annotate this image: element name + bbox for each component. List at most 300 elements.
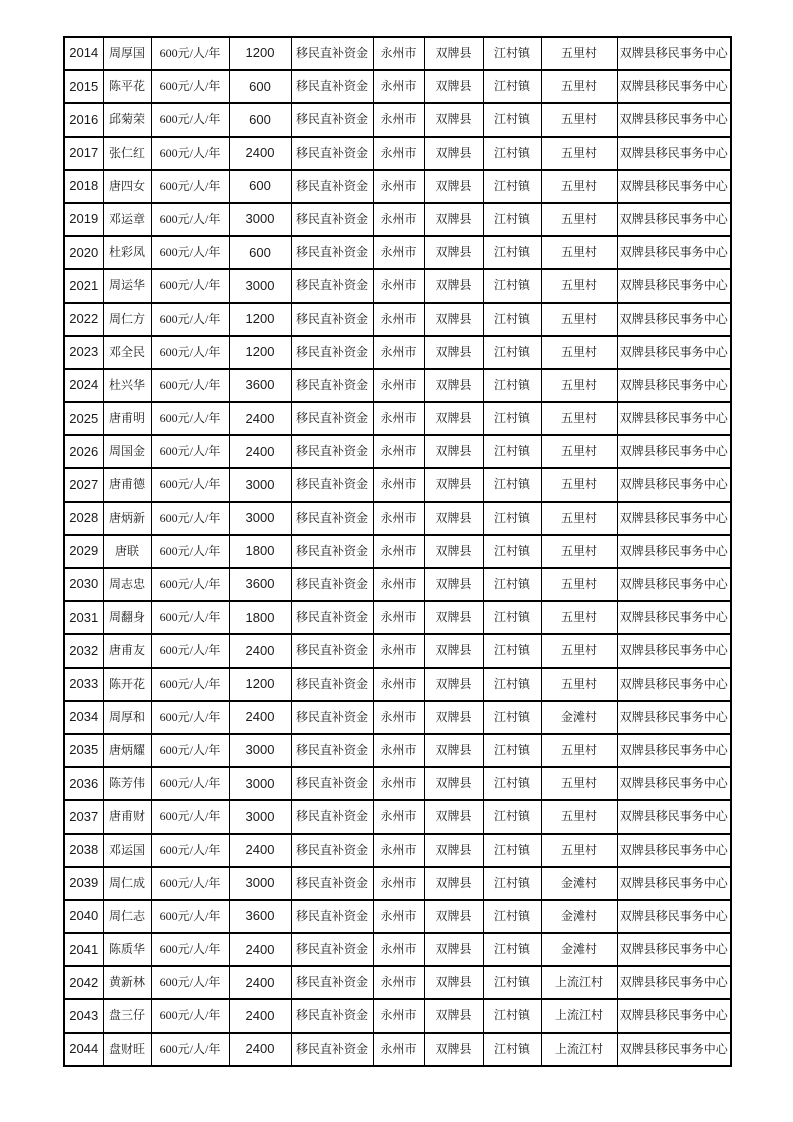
table-row bbox=[64, 999, 731, 1032]
cell-village: 五里村 bbox=[541, 37, 617, 70]
cell-name: 邓运章 bbox=[103, 203, 151, 236]
cell-county: 双牌县 bbox=[424, 70, 483, 103]
cell-subsidy-standard: 600元/人/年 bbox=[151, 800, 229, 833]
cell-town: 江村镇 bbox=[483, 70, 541, 103]
cell-row-number: 2039 bbox=[64, 867, 103, 900]
cell-village: 五里村 bbox=[541, 137, 617, 170]
cell-subsidy-standard: 600元/人/年 bbox=[151, 369, 229, 402]
table-row bbox=[64, 402, 731, 435]
cell-subsidy-standard: 600元/人/年 bbox=[151, 502, 229, 535]
cell-fund-type: 移民直补资金 bbox=[291, 734, 373, 767]
cell-fund-type: 移民直补资金 bbox=[291, 999, 373, 1032]
cell-name: 杜彩凤 bbox=[103, 236, 151, 269]
cell-agency: 双牌县移民事务中心 bbox=[617, 336, 731, 369]
cell-town: 江村镇 bbox=[483, 37, 541, 70]
cell-fund-type: 移民直补资金 bbox=[291, 137, 373, 170]
cell-city: 永州市 bbox=[373, 834, 424, 867]
cell-row-number: 2034 bbox=[64, 701, 103, 734]
table-row bbox=[64, 601, 731, 634]
cell-amount: 1800 bbox=[229, 601, 291, 634]
cell-city: 永州市 bbox=[373, 734, 424, 767]
cell-subsidy-standard: 600元/人/年 bbox=[151, 601, 229, 634]
cell-amount: 3000 bbox=[229, 269, 291, 302]
cell-city: 永州市 bbox=[373, 800, 424, 833]
cell-village: 上流江村 bbox=[541, 999, 617, 1032]
cell-amount: 2400 bbox=[229, 1033, 291, 1066]
cell-row-number: 2035 bbox=[64, 734, 103, 767]
table-row bbox=[64, 37, 731, 70]
cell-fund-type: 移民直补资金 bbox=[291, 37, 373, 70]
table-row bbox=[64, 966, 731, 999]
cell-subsidy-standard: 600元/人/年 bbox=[151, 103, 229, 136]
cell-agency: 双牌县移民事务中心 bbox=[617, 900, 731, 933]
table-row bbox=[64, 336, 731, 369]
cell-amount: 3000 bbox=[229, 203, 291, 236]
cell-name: 陈质华 bbox=[103, 933, 151, 966]
cell-name: 周仁成 bbox=[103, 867, 151, 900]
cell-village: 五里村 bbox=[541, 568, 617, 601]
cell-agency: 双牌县移民事务中心 bbox=[617, 435, 731, 468]
cell-city: 永州市 bbox=[373, 568, 424, 601]
cell-subsidy-standard: 600元/人/年 bbox=[151, 303, 229, 336]
cell-county: 双牌县 bbox=[424, 103, 483, 136]
cell-agency: 双牌县移民事务中心 bbox=[617, 37, 731, 70]
cell-fund-type: 移民直补资金 bbox=[291, 966, 373, 999]
cell-name: 唐四女 bbox=[103, 170, 151, 203]
cell-city: 永州市 bbox=[373, 900, 424, 933]
cell-village: 五里村 bbox=[541, 634, 617, 667]
cell-name: 杜兴华 bbox=[103, 369, 151, 402]
cell-county: 双牌县 bbox=[424, 502, 483, 535]
cell-agency: 双牌县移民事务中心 bbox=[617, 303, 731, 336]
cell-town: 江村镇 bbox=[483, 303, 541, 336]
cell-subsidy-standard: 600元/人/年 bbox=[151, 966, 229, 999]
cell-agency: 双牌县移民事务中心 bbox=[617, 767, 731, 800]
cell-name: 唐甫友 bbox=[103, 634, 151, 667]
cell-name: 黄新林 bbox=[103, 966, 151, 999]
cell-village: 五里村 bbox=[541, 236, 617, 269]
cell-name: 唐甫德 bbox=[103, 468, 151, 501]
cell-amount: 600 bbox=[229, 70, 291, 103]
cell-city: 永州市 bbox=[373, 369, 424, 402]
cell-village: 金滩村 bbox=[541, 900, 617, 933]
cell-row-number: 2021 bbox=[64, 269, 103, 302]
table-row bbox=[64, 900, 731, 933]
cell-town: 江村镇 bbox=[483, 236, 541, 269]
cell-row-number: 2014 bbox=[64, 37, 103, 70]
cell-town: 江村镇 bbox=[483, 999, 541, 1032]
cell-village: 五里村 bbox=[541, 800, 617, 833]
cell-town: 江村镇 bbox=[483, 103, 541, 136]
cell-county: 双牌县 bbox=[424, 634, 483, 667]
cell-amount: 1200 bbox=[229, 303, 291, 336]
cell-subsidy-standard: 600元/人/年 bbox=[151, 900, 229, 933]
cell-row-number: 2028 bbox=[64, 502, 103, 535]
cell-agency: 双牌县移民事务中心 bbox=[617, 634, 731, 667]
cell-county: 双牌县 bbox=[424, 535, 483, 568]
cell-fund-type: 移民直补资金 bbox=[291, 634, 373, 667]
cell-fund-type: 移民直补资金 bbox=[291, 103, 373, 136]
cell-city: 永州市 bbox=[373, 933, 424, 966]
cell-fund-type: 移民直补资金 bbox=[291, 70, 373, 103]
cell-fund-type: 移民直补资金 bbox=[291, 435, 373, 468]
cell-amount: 2400 bbox=[229, 137, 291, 170]
cell-county: 双牌县 bbox=[424, 834, 483, 867]
cell-subsidy-standard: 600元/人/年 bbox=[151, 402, 229, 435]
cell-row-number: 2016 bbox=[64, 103, 103, 136]
cell-city: 永州市 bbox=[373, 37, 424, 70]
cell-agency: 双牌县移民事务中心 bbox=[617, 402, 731, 435]
cell-city: 永州市 bbox=[373, 435, 424, 468]
table-row bbox=[64, 170, 731, 203]
cell-row-number: 2038 bbox=[64, 834, 103, 867]
cell-amount: 2400 bbox=[229, 933, 291, 966]
cell-village: 五里村 bbox=[541, 601, 617, 634]
table-row bbox=[64, 468, 731, 501]
cell-city: 永州市 bbox=[373, 269, 424, 302]
cell-town: 江村镇 bbox=[483, 634, 541, 667]
table-row bbox=[64, 834, 731, 867]
cell-subsidy-standard: 600元/人/年 bbox=[151, 37, 229, 70]
cell-city: 永州市 bbox=[373, 502, 424, 535]
cell-row-number: 2030 bbox=[64, 568, 103, 601]
cell-village: 五里村 bbox=[541, 767, 617, 800]
cell-fund-type: 移民直补资金 bbox=[291, 369, 373, 402]
cell-city: 永州市 bbox=[373, 767, 424, 800]
cell-row-number: 2023 bbox=[64, 336, 103, 369]
table-row bbox=[64, 303, 731, 336]
cell-county: 双牌县 bbox=[424, 933, 483, 966]
cell-county: 双牌县 bbox=[424, 601, 483, 634]
cell-county: 双牌县 bbox=[424, 966, 483, 999]
cell-row-number: 2029 bbox=[64, 535, 103, 568]
cell-name: 陈平花 bbox=[103, 70, 151, 103]
table-row bbox=[64, 369, 731, 402]
cell-name: 周翻身 bbox=[103, 601, 151, 634]
cell-village: 五里村 bbox=[541, 170, 617, 203]
cell-fund-type: 移民直补资金 bbox=[291, 668, 373, 701]
table-row bbox=[64, 535, 731, 568]
cell-subsidy-standard: 600元/人/年 bbox=[151, 170, 229, 203]
cell-amount: 3600 bbox=[229, 369, 291, 402]
cell-agency: 双牌县移民事务中心 bbox=[617, 137, 731, 170]
cell-county: 双牌县 bbox=[424, 568, 483, 601]
cell-subsidy-standard: 600元/人/年 bbox=[151, 767, 229, 800]
cell-county: 双牌县 bbox=[424, 668, 483, 701]
cell-subsidy-standard: 600元/人/年 bbox=[151, 269, 229, 302]
cell-amount: 2400 bbox=[229, 966, 291, 999]
cell-city: 永州市 bbox=[373, 634, 424, 667]
table-row bbox=[64, 137, 731, 170]
cell-village: 上流江村 bbox=[541, 1033, 617, 1066]
cell-fund-type: 移民直补资金 bbox=[291, 203, 373, 236]
cell-subsidy-standard: 600元/人/年 bbox=[151, 137, 229, 170]
cell-amount: 2400 bbox=[229, 435, 291, 468]
table-row bbox=[64, 502, 731, 535]
cell-name: 唐炳耀 bbox=[103, 734, 151, 767]
cell-village: 金滩村 bbox=[541, 867, 617, 900]
cell-agency: 双牌县移民事务中心 bbox=[617, 70, 731, 103]
cell-county: 双牌县 bbox=[424, 137, 483, 170]
cell-town: 江村镇 bbox=[483, 701, 541, 734]
cell-town: 江村镇 bbox=[483, 834, 541, 867]
cell-amount: 1200 bbox=[229, 668, 291, 701]
cell-agency: 双牌县移民事务中心 bbox=[617, 203, 731, 236]
cell-village: 五里村 bbox=[541, 402, 617, 435]
cell-name: 张仁红 bbox=[103, 137, 151, 170]
cell-name: 周志忠 bbox=[103, 568, 151, 601]
cell-name: 唐甫财 bbox=[103, 800, 151, 833]
cell-row-number: 2020 bbox=[64, 236, 103, 269]
cell-row-number: 2017 bbox=[64, 137, 103, 170]
table-row bbox=[64, 236, 731, 269]
cell-amount: 2400 bbox=[229, 634, 291, 667]
cell-fund-type: 移民直补资金 bbox=[291, 402, 373, 435]
cell-village: 五里村 bbox=[541, 468, 617, 501]
cell-fund-type: 移民直补资金 bbox=[291, 767, 373, 800]
cell-name: 周运华 bbox=[103, 269, 151, 302]
cell-amount: 2400 bbox=[229, 834, 291, 867]
cell-subsidy-standard: 600元/人/年 bbox=[151, 634, 229, 667]
cell-village: 五里村 bbox=[541, 535, 617, 568]
cell-fund-type: 移民直补资金 bbox=[291, 701, 373, 734]
cell-name: 邓运国 bbox=[103, 834, 151, 867]
cell-agency: 双牌县移民事务中心 bbox=[617, 468, 731, 501]
cell-village: 五里村 bbox=[541, 203, 617, 236]
cell-amount: 3000 bbox=[229, 468, 291, 501]
cell-agency: 双牌县移民事务中心 bbox=[617, 535, 731, 568]
cell-village: 五里村 bbox=[541, 734, 617, 767]
cell-town: 江村镇 bbox=[483, 402, 541, 435]
cell-amount: 2400 bbox=[229, 402, 291, 435]
cell-agency: 双牌县移民事务中心 bbox=[617, 701, 731, 734]
cell-city: 永州市 bbox=[373, 468, 424, 501]
cell-town: 江村镇 bbox=[483, 435, 541, 468]
cell-subsidy-standard: 600元/人/年 bbox=[151, 834, 229, 867]
cell-city: 永州市 bbox=[373, 402, 424, 435]
cell-subsidy-standard: 600元/人/年 bbox=[151, 336, 229, 369]
table-row bbox=[64, 103, 731, 136]
cell-town: 江村镇 bbox=[483, 900, 541, 933]
cell-county: 双牌县 bbox=[424, 269, 483, 302]
cell-county: 双牌县 bbox=[424, 701, 483, 734]
cell-fund-type: 移民直补资金 bbox=[291, 236, 373, 269]
table-row bbox=[64, 701, 731, 734]
cell-town: 江村镇 bbox=[483, 867, 541, 900]
cell-name: 周仁志 bbox=[103, 900, 151, 933]
table-row bbox=[64, 867, 731, 900]
cell-county: 双牌县 bbox=[424, 303, 483, 336]
cell-subsidy-standard: 600元/人/年 bbox=[151, 435, 229, 468]
cell-town: 江村镇 bbox=[483, 535, 541, 568]
cell-city: 永州市 bbox=[373, 701, 424, 734]
cell-county: 双牌县 bbox=[424, 767, 483, 800]
cell-subsidy-standard: 600元/人/年 bbox=[151, 535, 229, 568]
cell-row-number: 2027 bbox=[64, 468, 103, 501]
cell-county: 双牌县 bbox=[424, 734, 483, 767]
cell-row-number: 2037 bbox=[64, 800, 103, 833]
cell-county: 双牌县 bbox=[424, 468, 483, 501]
cell-row-number: 2033 bbox=[64, 668, 103, 701]
cell-amount: 1800 bbox=[229, 535, 291, 568]
cell-town: 江村镇 bbox=[483, 800, 541, 833]
cell-city: 永州市 bbox=[373, 867, 424, 900]
cell-row-number: 2042 bbox=[64, 966, 103, 999]
cell-village: 五里村 bbox=[541, 269, 617, 302]
cell-city: 永州市 bbox=[373, 137, 424, 170]
cell-row-number: 2040 bbox=[64, 900, 103, 933]
cell-amount: 1200 bbox=[229, 37, 291, 70]
cell-county: 双牌县 bbox=[424, 170, 483, 203]
cell-row-number: 2026 bbox=[64, 435, 103, 468]
cell-subsidy-standard: 600元/人/年 bbox=[151, 999, 229, 1032]
cell-town: 江村镇 bbox=[483, 966, 541, 999]
cell-amount: 3000 bbox=[229, 800, 291, 833]
cell-fund-type: 移民直补资金 bbox=[291, 269, 373, 302]
cell-town: 江村镇 bbox=[483, 933, 541, 966]
cell-town: 江村镇 bbox=[483, 734, 541, 767]
cell-amount: 2400 bbox=[229, 999, 291, 1032]
cell-amount: 3000 bbox=[229, 767, 291, 800]
cell-fund-type: 移民直补资金 bbox=[291, 336, 373, 369]
cell-amount: 3600 bbox=[229, 900, 291, 933]
cell-row-number: 2022 bbox=[64, 303, 103, 336]
cell-name: 盘财旺 bbox=[103, 1033, 151, 1066]
cell-city: 永州市 bbox=[373, 70, 424, 103]
cell-fund-type: 移民直补资金 bbox=[291, 468, 373, 501]
cell-city: 永州市 bbox=[373, 203, 424, 236]
cell-county: 双牌县 bbox=[424, 203, 483, 236]
cell-city: 永州市 bbox=[373, 668, 424, 701]
cell-name: 周厚和 bbox=[103, 701, 151, 734]
cell-village: 五里村 bbox=[541, 502, 617, 535]
table-body bbox=[64, 37, 731, 1066]
cell-agency: 双牌县移民事务中心 bbox=[617, 601, 731, 634]
cell-amount: 1200 bbox=[229, 336, 291, 369]
cell-row-number: 2032 bbox=[64, 634, 103, 667]
cell-agency: 双牌县移民事务中心 bbox=[617, 269, 731, 302]
cell-village: 五里村 bbox=[541, 336, 617, 369]
cell-town: 江村镇 bbox=[483, 336, 541, 369]
cell-agency: 双牌县移民事务中心 bbox=[617, 800, 731, 833]
cell-town: 江村镇 bbox=[483, 269, 541, 302]
cell-row-number: 2036 bbox=[64, 767, 103, 800]
table-row bbox=[64, 435, 731, 468]
cell-fund-type: 移民直补资金 bbox=[291, 303, 373, 336]
cell-agency: 双牌县移民事务中心 bbox=[617, 236, 731, 269]
cell-town: 江村镇 bbox=[483, 502, 541, 535]
cell-fund-type: 移民直补资金 bbox=[291, 800, 373, 833]
cell-city: 永州市 bbox=[373, 303, 424, 336]
cell-subsidy-standard: 600元/人/年 bbox=[151, 701, 229, 734]
cell-town: 江村镇 bbox=[483, 170, 541, 203]
table-row bbox=[64, 800, 731, 833]
cell-town: 江村镇 bbox=[483, 203, 541, 236]
cell-agency: 双牌县移民事务中心 bbox=[617, 933, 731, 966]
cell-amount: 3000 bbox=[229, 502, 291, 535]
cell-amount: 3000 bbox=[229, 867, 291, 900]
cell-row-number: 2043 bbox=[64, 999, 103, 1032]
cell-name: 邱菊荣 bbox=[103, 103, 151, 136]
cell-county: 双牌县 bbox=[424, 867, 483, 900]
cell-row-number: 2018 bbox=[64, 170, 103, 203]
cell-city: 永州市 bbox=[373, 103, 424, 136]
cell-agency: 双牌县移民事务中心 bbox=[617, 502, 731, 535]
cell-county: 双牌县 bbox=[424, 800, 483, 833]
cell-agency: 双牌县移民事务中心 bbox=[617, 867, 731, 900]
cell-county: 双牌县 bbox=[424, 999, 483, 1032]
cell-agency: 双牌县移民事务中心 bbox=[617, 668, 731, 701]
cell-amount: 600 bbox=[229, 236, 291, 269]
cell-county: 双牌县 bbox=[424, 369, 483, 402]
cell-village: 上流江村 bbox=[541, 966, 617, 999]
cell-fund-type: 移民直补资金 bbox=[291, 568, 373, 601]
cell-subsidy-standard: 600元/人/年 bbox=[151, 734, 229, 767]
table-row bbox=[64, 767, 731, 800]
table-row bbox=[64, 269, 731, 302]
cell-amount: 3600 bbox=[229, 568, 291, 601]
cell-city: 永州市 bbox=[373, 999, 424, 1032]
cell-row-number: 2041 bbox=[64, 933, 103, 966]
cell-subsidy-standard: 600元/人/年 bbox=[151, 468, 229, 501]
cell-name: 周仁方 bbox=[103, 303, 151, 336]
cell-row-number: 2015 bbox=[64, 70, 103, 103]
cell-town: 江村镇 bbox=[483, 601, 541, 634]
cell-name: 盘三仔 bbox=[103, 999, 151, 1032]
cell-county: 双牌县 bbox=[424, 435, 483, 468]
cell-fund-type: 移民直补资金 bbox=[291, 867, 373, 900]
cell-town: 江村镇 bbox=[483, 468, 541, 501]
cell-town: 江村镇 bbox=[483, 668, 541, 701]
cell-village: 五里村 bbox=[541, 435, 617, 468]
cell-subsidy-standard: 600元/人/年 bbox=[151, 568, 229, 601]
cell-agency: 双牌县移民事务中心 bbox=[617, 966, 731, 999]
cell-county: 双牌县 bbox=[424, 1033, 483, 1066]
cell-county: 双牌县 bbox=[424, 336, 483, 369]
cell-fund-type: 移民直补资金 bbox=[291, 601, 373, 634]
cell-agency: 双牌县移民事务中心 bbox=[617, 170, 731, 203]
cell-fund-type: 移民直补资金 bbox=[291, 1033, 373, 1066]
cell-fund-type: 移民直补资金 bbox=[291, 933, 373, 966]
cell-city: 永州市 bbox=[373, 236, 424, 269]
cell-name: 唐联 bbox=[103, 535, 151, 568]
cell-village: 五里村 bbox=[541, 70, 617, 103]
cell-town: 江村镇 bbox=[483, 369, 541, 402]
cell-amount: 600 bbox=[229, 103, 291, 136]
cell-town: 江村镇 bbox=[483, 767, 541, 800]
cell-town: 江村镇 bbox=[483, 137, 541, 170]
cell-city: 永州市 bbox=[373, 336, 424, 369]
cell-row-number: 2044 bbox=[64, 1033, 103, 1066]
cell-village: 金滩村 bbox=[541, 701, 617, 734]
cell-name: 唐甫明 bbox=[103, 402, 151, 435]
cell-amount: 2400 bbox=[229, 701, 291, 734]
cell-agency: 双牌县移民事务中心 bbox=[617, 568, 731, 601]
cell-row-number: 2019 bbox=[64, 203, 103, 236]
cell-name: 邓全民 bbox=[103, 336, 151, 369]
cell-town: 江村镇 bbox=[483, 1033, 541, 1066]
cell-village: 金滩村 bbox=[541, 933, 617, 966]
cell-row-number: 2024 bbox=[64, 369, 103, 402]
cell-village: 五里村 bbox=[541, 369, 617, 402]
cell-village: 五里村 bbox=[541, 103, 617, 136]
cell-agency: 双牌县移民事务中心 bbox=[617, 1033, 731, 1066]
cell-row-number: 2031 bbox=[64, 601, 103, 634]
table-row bbox=[64, 933, 731, 966]
cell-fund-type: 移民直补资金 bbox=[291, 834, 373, 867]
cell-town: 江村镇 bbox=[483, 568, 541, 601]
cell-name: 周厚国 bbox=[103, 37, 151, 70]
